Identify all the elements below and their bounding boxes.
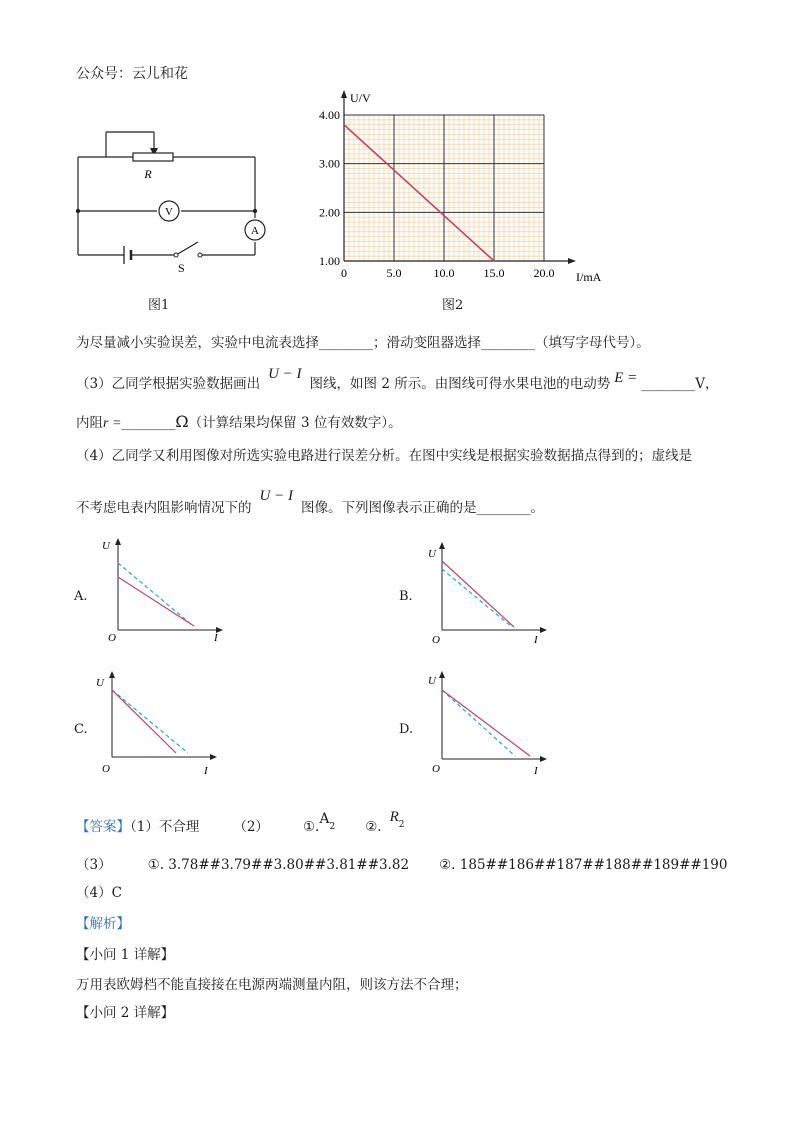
question-2-tail: 为尽量减小实验误差，实验中电流表选择________；滑动变阻器选择________（填写字母代号）。	[76, 335, 650, 351]
ammeter-label: A	[251, 225, 259, 237]
question-4-line-1: （4）乙同学又利用图像对所选实验电路进行误差分析。在图中实线是根据实验数据描点得到的；虚线是	[76, 448, 693, 464]
option-b-i: I	[534, 634, 538, 646]
q4-formula: U − I	[259, 488, 293, 504]
option-d-letter[interactable]: D.	[399, 722, 414, 737]
y-tick-label: 4.00	[319, 108, 340, 122]
q3-emf-blank: ________V，	[641, 376, 719, 392]
answer-q2-choice-1: ①.	[302, 819, 320, 835]
analysis-sub1-text: 万用表欧姆档不能直接接在电源两端测量内阻，则该方法不合理；	[76, 977, 468, 993]
figure2-caption: 图2	[442, 298, 464, 313]
x-axis-arrow-icon	[568, 258, 576, 264]
y-tick-label: 1.00	[319, 254, 340, 268]
analysis-sub2-heading: 【小问 2 详解】	[76, 1005, 175, 1021]
q3-prefix: （3）乙同学根据实验数据画出	[76, 376, 261, 392]
y-tick-label: 3.00	[319, 156, 340, 171]
voltmeter-label: V	[165, 206, 173, 218]
option-a-u: U	[102, 540, 110, 552]
option-b-graph[interactable]	[420, 539, 555, 649]
figure1-caption: 图1	[148, 298, 170, 313]
option-c-origin: O	[102, 763, 110, 775]
answer-q2-rheostat-sub: 2	[398, 819, 405, 830]
option-c-u: U	[96, 677, 104, 689]
option-c-graph[interactable]	[96, 668, 231, 778]
y-axis-arrow-icon	[341, 90, 347, 98]
q3-emf-symbol: E =	[614, 370, 638, 386]
x-tick-label: 5.0	[386, 266, 402, 280]
answer-q3-label: （3）	[76, 857, 112, 873]
switch-label: S	[178, 261, 185, 275]
answer-tag: 【答案】	[76, 819, 130, 835]
option-b-letter[interactable]: B.	[399, 589, 413, 604]
answer-q1: （1）不合理	[130, 819, 200, 835]
analysis-tag: 【解析】	[76, 916, 130, 932]
q3-r-blank: ________	[121, 415, 176, 431]
option-d-graph[interactable]	[420, 668, 555, 778]
option-b-origin: O	[432, 634, 440, 646]
circuit-diagram	[68, 122, 278, 282]
option-d-u: U	[428, 675, 436, 687]
question-4-line-2	[76, 488, 544, 517]
y-axis-label: U/V	[350, 91, 371, 105]
resistor-label: R	[144, 167, 152, 181]
answer-q3-choice-1: ①. 3.78##3.79##3.80##3.81##3.82	[147, 857, 410, 873]
option-b-u: U	[428, 548, 436, 560]
answer-q2-label: （2）	[233, 819, 269, 835]
q3-r-tail: （计算结果均保留 3 位有效数字）。	[188, 415, 402, 431]
answer-line-1	[76, 809, 405, 838]
x-tick-label: 15.0	[483, 266, 505, 280]
q3-omega: Ω	[175, 412, 189, 431]
option-c-letter[interactable]: C.	[74, 722, 88, 737]
answer-q2-ammeter: A	[319, 811, 330, 827]
q3-mid: 图线，如图 2 所示。由图线可得水果电池的电动势	[309, 376, 611, 392]
ui-graph	[302, 86, 632, 296]
x-tick-label: 10.0	[433, 266, 455, 280]
q4-tail: 图像。下列图像表示正确的是________。	[300, 500, 544, 516]
question-3-line-2	[76, 411, 402, 432]
answer-q4: （4）C	[76, 885, 122, 901]
option-d-origin: O	[432, 763, 440, 775]
header-brand: 公众号：云儿和花	[76, 66, 188, 82]
answer-q2-choice-2: ②.	[365, 819, 382, 835]
question-3-line-1	[76, 366, 719, 393]
resistor-symbol	[133, 153, 173, 161]
option-a-i: I	[214, 632, 218, 644]
y-tick-label: 2.00	[319, 205, 340, 220]
option-a-letter[interactable]: A.	[74, 589, 88, 604]
answer-line-2	[76, 853, 727, 873]
x-axis-label: I/mA	[576, 270, 602, 284]
x-tick-label: 0	[341, 266, 347, 280]
option-c-i: I	[204, 765, 208, 777]
option-a-origin: O	[108, 632, 116, 644]
answer-q2-ammeter-sub: 2	[329, 821, 336, 832]
q4-prefix: 不考虑电表内阻影响情况下的	[76, 500, 252, 516]
q3-formula: U − I	[268, 366, 302, 382]
q3-r-prefix: 内阻	[76, 415, 103, 431]
answer-q2-rheostat: R	[389, 809, 399, 825]
option-d-i: I	[534, 765, 538, 777]
analysis-sub1-heading: 【小问 1 详解】	[76, 947, 175, 963]
answer-q3-choice-2: ②. 185##186##187##188##189##190	[439, 857, 728, 873]
option-a-graph[interactable]	[96, 535, 231, 645]
x-tick-label: 20.0	[533, 266, 555, 280]
q3-r-symbol: r =	[103, 416, 122, 431]
